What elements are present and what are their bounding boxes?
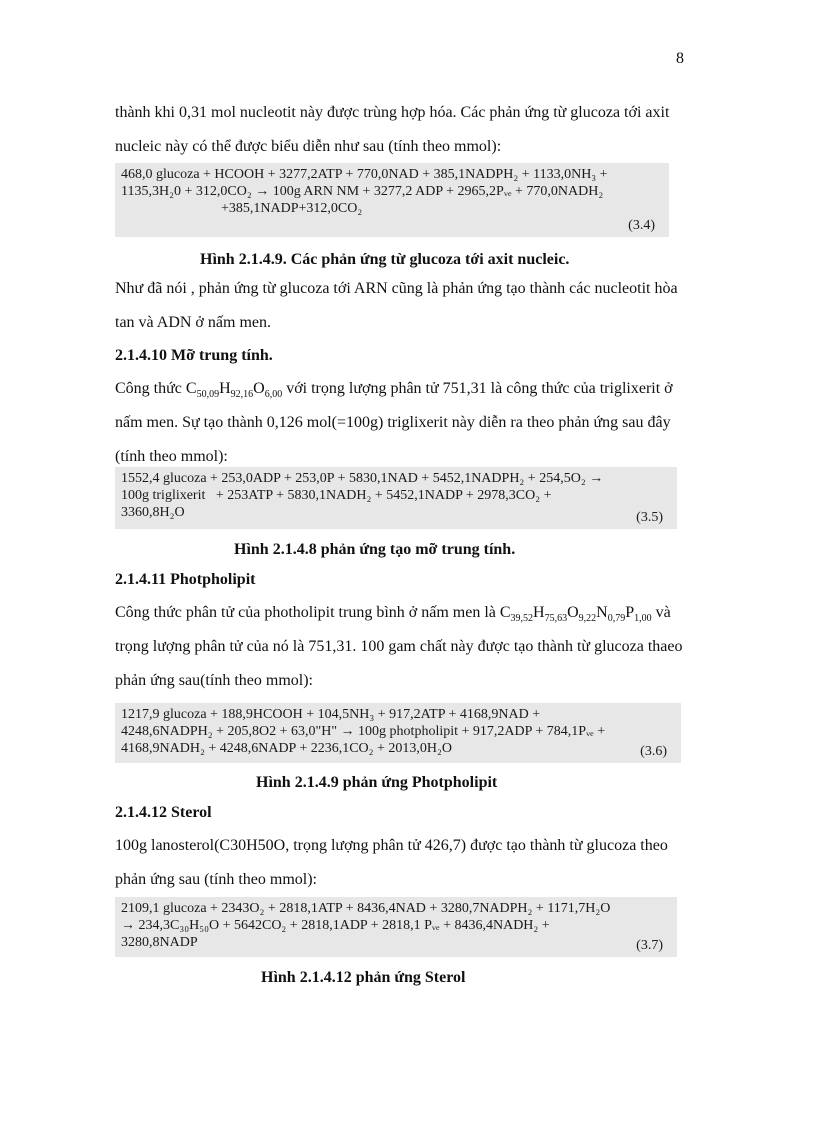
subscript: 9,22	[578, 613, 597, 625]
equation-line: +385,1NADP+312,0CO₂	[221, 201, 363, 216]
arn-line-1: Như đã nói , phản ứng từ glucoza tới ARN cũng là phản ứng tạo thành các nucleotit hòa	[115, 280, 678, 297]
phospholipid-line-2: trọng lượng phân tử của nó là 751,31. 100 gam chất này được tạo thành từ glucoza thaeo	[115, 638, 683, 655]
equation-line: 4248,6NADPH₂ + 205,8O2 + 63,0"H" → 100g photpholipit + 917,2ADP + 784,1Pᵥₑ +	[121, 724, 606, 739]
equation-line: 3280,8NADP	[121, 935, 198, 950]
equation-3-6-image	[115, 703, 681, 763]
equation-line: 1552,4 glucoza + 253,0ADP + 253,0P + 5830,1NAD + 5452,1NADPH₂ + 254,5O₂ →	[121, 471, 604, 486]
text: H	[533, 604, 545, 621]
equation-3-5-image	[115, 467, 677, 529]
arn-line-2: tan và ADN ở nấm men.	[115, 314, 271, 331]
equation-line: 2109,1 glucoza + 2343O₂ + 2818,1ATP + 8436,4NAD + 3280,7NADPH₂ + 1171,7H₂O	[121, 901, 611, 916]
sterol-line-1: 100g lanosterol(C30H50O, trọng lượng phân tử 426,7) được tạo thành từ glucoza theo	[115, 837, 668, 854]
subscript: 6,00	[264, 389, 283, 401]
subscript: 92,16	[230, 389, 254, 401]
subscript: 1,00	[634, 613, 652, 625]
subscript: 39,52	[510, 613, 534, 625]
section-heading: 2.1.4.12 Sterol	[115, 804, 212, 821]
equation-number: (3.4)	[628, 218, 655, 233]
phospholipid-line-1	[115, 596, 741, 630]
equation-line: → 234,3C₃₀H₅₀O + 5642CO₂ + 2818,1ADP + 2818,1 Pᵥₑ + 8436,4NADH₂ +	[121, 918, 550, 933]
equation-3-7-image	[115, 897, 677, 957]
subscript: 75,63	[544, 613, 568, 625]
figure-caption: Hình 2.1.4.9 phản ứng Photpholipit	[256, 774, 498, 791]
neutral-fat-line-3: (tính theo mmol):	[115, 448, 228, 465]
equation-line: 4168,9NADH₂ + 4248,6NADP + 2236,1CO₂ + 2013,0H₂O	[121, 741, 453, 756]
section-heading: 2.1.4.11 Photpholipit	[115, 571, 256, 588]
equation-number: (3.6)	[640, 744, 667, 759]
neutral-fat-paragraph	[115, 372, 741, 474]
sterol-line-2: phản ứng sau (tính theo mmol):	[115, 871, 317, 888]
neutral-fat-line-2: nấm men. Sự tạo thành 0,126 mol(=100g) triglixerit này diễn ra theo phản ứng sau đây	[115, 414, 671, 431]
figure-caption: Hình 2.1.4.9. Các phản ứng từ glucoza tới axit nucleic.	[200, 251, 570, 268]
figure-caption: Hình 2.1.4.8 phản ứng tạo mỡ trung tính.	[234, 541, 516, 558]
text: Công thức C	[115, 380, 197, 397]
phospholipid-line-3: phản ứng sau(tính theo mmol):	[115, 672, 313, 689]
figure-caption: Hình 2.1.4.12 phản ứng Sterol	[261, 969, 466, 986]
equation-line: 1217,9 glucoza + 188,9HCOOH + 104,5NH₃ + 917,2ATP + 4168,9NAD +	[121, 707, 541, 722]
section-heading: 2.1.4.10 Mỡ trung tính.	[115, 347, 273, 364]
arn-paragraph	[115, 272, 741, 340]
equation-line: 468,0 glucoza + HCOOH + 3277,2ATP + 770,0NAD + 385,1NADPH₂ + 1133,0NH₃ +	[121, 167, 608, 182]
equation-number: (3.7)	[636, 938, 663, 953]
subscript: 0,79	[607, 613, 626, 625]
text: H	[219, 380, 231, 397]
subscript: 50,09	[196, 389, 220, 401]
equation-number: (3.5)	[636, 510, 663, 525]
equation-line: 3360,8H₂O	[121, 505, 185, 520]
equation-3-4-image	[115, 163, 669, 237]
intro-line-1: thành khi 0,31 mol nucleotit này được trùng hợp hóa. Các phản ứng từ glucoza tới axit	[115, 104, 670, 121]
page-number: 8	[676, 50, 684, 67]
equation-line: 100g triglixerit + 253ATP + 5830,1NADH₂ + 5452,1NADP + 2978,3CO₂ +	[121, 488, 552, 503]
text: với trọng lượng phân tử 751,31 là công thức của triglixerit ở	[282, 380, 673, 397]
neutral-fat-line-1	[115, 372, 741, 406]
intro-line-2: nucleic này có thể được biểu diễn như sau (tính theo mmol):	[115, 138, 502, 155]
text: P	[625, 604, 635, 621]
phospholipid-paragraph	[115, 596, 741, 698]
sterol-paragraph	[115, 829, 741, 897]
text: và	[651, 604, 671, 621]
text: Công thức phân tử của photholipit trung bình ở nấm men là C	[115, 604, 511, 621]
intro-paragraph	[115, 96, 741, 164]
equation-line: 1135,3H₂0 + 312,0CO₂ → 100g ARN NM + 3277,2 ADP + 2965,2Pᵥₑ + 770,0NADH₂	[121, 184, 604, 199]
text: N	[596, 604, 608, 621]
text: O	[253, 380, 265, 397]
text: O	[567, 604, 579, 621]
